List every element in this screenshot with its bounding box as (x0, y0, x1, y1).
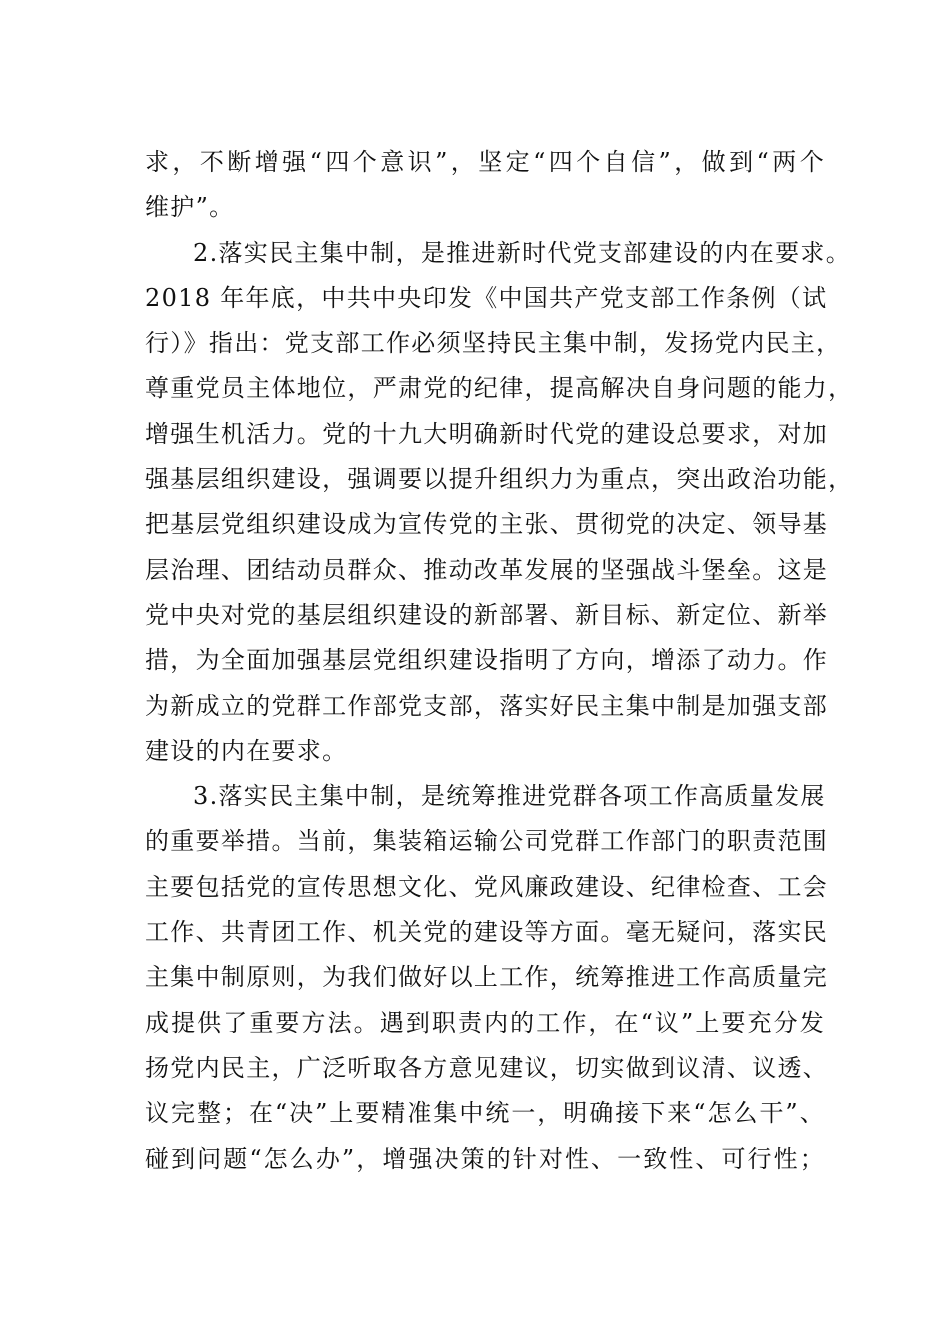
text-line: 扬党内民主，广泛听取各方意见建议，切实做到议清、议透、 (145, 1053, 829, 1082)
text-line: 工作、共青团工作、机关党的建设等方面。毫无疑问，落实民 (145, 918, 829, 947)
paragraph-3-first-line: 3.落实民主集中制，是统筹推进党群各项工作高质量发展 (193, 782, 826, 811)
text-line: 议完整；在“决”上要精准集中统一，明确接下来“怎么干”、 (145, 1099, 825, 1128)
text-line: 2018 年年底，中共中央印发《中国共产党支部工作条例（试 (145, 283, 828, 312)
text-line: 求，不断增强“四个意识”，坚定“四个自信”，做到“两个 (145, 148, 825, 176)
text-line: 碰到问题“怎么办”，增强决策的针对性、一致性、可行性； (145, 1144, 825, 1173)
text-line: 措，为全面加强基层党组织建设指明了方向，增添了动力。作 (145, 646, 829, 675)
text-line: 成提供了重要方法。遇到职责内的工作，在“议”上要充分发 (145, 1008, 825, 1037)
text-line: 建设的内在要求。 (145, 736, 348, 765)
paragraph-2-first-line: 2.落实民主集中制，是推进新时代党支部建设的内在要求。 (193, 238, 851, 267)
text-line: 主集中制原则，为我们做好以上工作，统筹推进工作高质量完 (145, 963, 829, 992)
text-line: 的重要举措。当前，集装箱运输公司党群工作部门的职责范围 (145, 827, 829, 856)
text-line: 尊重党员主体地位，严肃党的纪律，提高解决自身问题的能力， (145, 374, 854, 403)
text-line: 把基层党组织建设成为宣传党的主张、贯彻党的决定、领导基 (145, 510, 829, 539)
text-line: 为新成立的党群工作部党支部，落实好民主集中制是加强支部 (145, 691, 829, 720)
text-line: 行）》指出：党支部工作必须坚持民主集中制，发扬党内民主， (145, 329, 842, 358)
text-line: 主要包括党的宣传思想文化、党风廉政建设、纪律检查、工会 (145, 872, 829, 901)
text-line: 增强生机活力。党的十九大明确新时代党的建设总要求，对加 (145, 419, 829, 448)
body-text (145, 140, 854, 1182)
text-line: 维护”。 (145, 193, 235, 222)
text-line: 强基层组织建设，强调要以提升组织力为重点，突出政治功能， (145, 465, 854, 494)
text-line: 党中央对党的基层组织建设的新部署、新目标、新定位、新举 (145, 600, 829, 629)
text-line: 层治理、团结动员群众、推动改革发展的坚强战斗堡垒。这是 (145, 555, 829, 584)
